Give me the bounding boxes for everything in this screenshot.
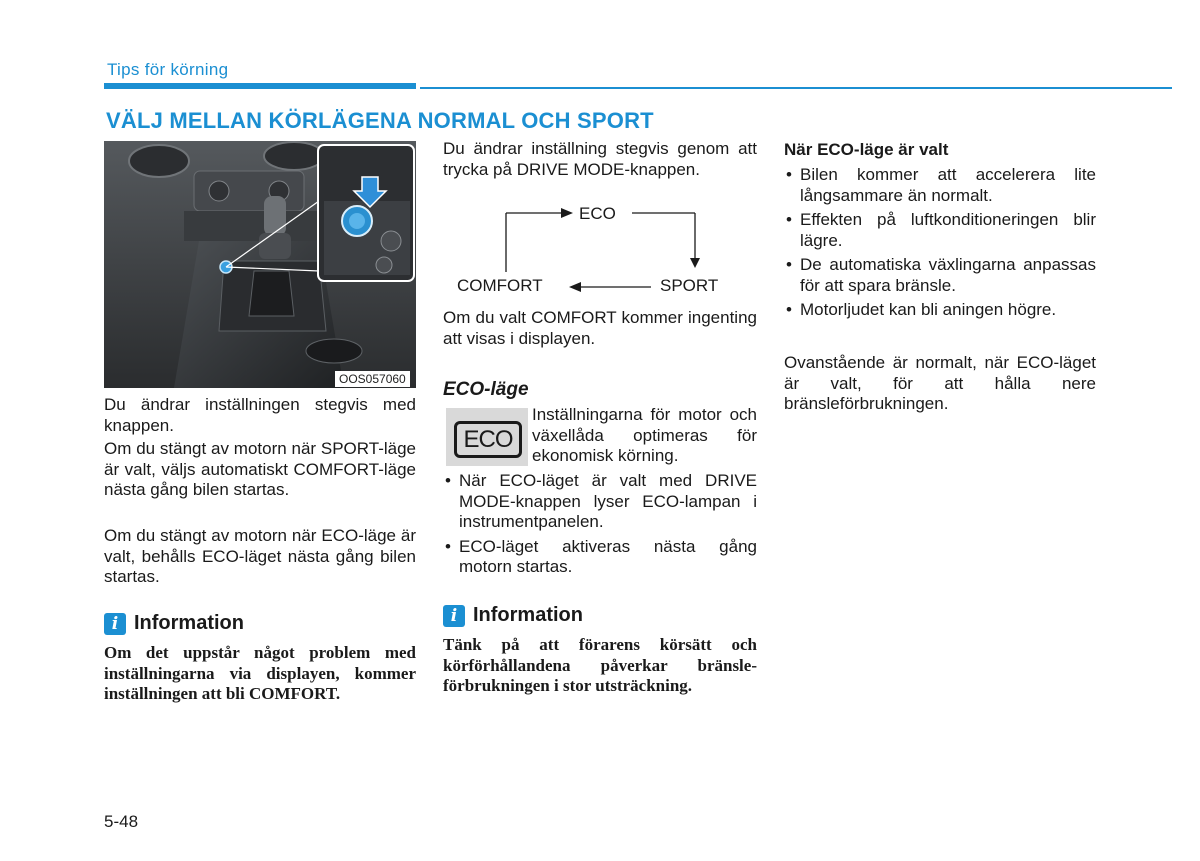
console-illustration (104, 141, 416, 388)
list-item: • ECO-läget aktiveras nästa gång motorn startas. (443, 537, 757, 578)
list-item: • När ECO-läget är valt med DRIVE MODE-knappen lyser ECO-lampan i instrumentpanelen. (443, 471, 757, 533)
page-number: 5-48 (104, 812, 139, 831)
eco-effects-list (784, 165, 1096, 325)
drive-mode-photo (104, 141, 416, 388)
mode-cycle-diagram (443, 202, 757, 302)
col2-after-diagram: Om du valt COMFORT kommer ingenting att visas i displayen. (443, 308, 757, 348)
list-item: • Effekten på luftkonditioneringen blir lägre. (784, 210, 1096, 251)
info-icon: i (443, 605, 465, 627)
col2-intro: Du ändrar inställning stegvis genom att trycka på DRIVE MODE-knappen. (443, 139, 757, 179)
diagram-label-sport: SPORT (660, 276, 719, 295)
diagram-label-eco: ECO (579, 204, 616, 223)
page-title: VÄLJ MELLAN KÖRLÄGENA NORMAL OCH SPORT (106, 108, 654, 133)
col1-paragraph-2: Om du stängt av motorn när SPORT-läge är valt, väljs automatiskt COMFORT-läge nästa gång bilen startas. (104, 439, 416, 499)
eco-mode-heading: ECO-läge (443, 379, 529, 400)
info-heading-2 (443, 604, 757, 627)
eco-selected-heading: När ECO-läge är valt (784, 140, 949, 159)
col3-closing: Ovanstående är normalt, när ECO-läget är valt, för att hålla nere bränsleförbrukningen. (784, 353, 1096, 413)
col1-paragraph-3: Om du stängt av motorn när ECO-läge är valt, behålls ECO-läget nästa gång bilen startas. (104, 526, 416, 586)
info-body-1: Om det uppstår något problem med inställningarna via displayen, kommer inställningen att bli COMFORT. (104, 643, 416, 703)
figure-code: OOS057060 (335, 371, 410, 387)
info-heading-1 (104, 612, 416, 635)
col1-paragraph-1: Du ändrar inställningen stegvis med knappen. (104, 395, 416, 435)
info-icon: i (104, 613, 126, 635)
eco-bullet-list (443, 471, 757, 582)
header-rule-thick (104, 83, 416, 89)
section-label: Tips för körning (107, 60, 229, 79)
eco-indicator-icon: ECO (454, 421, 522, 458)
list-item: • De automatiska växlingarna anpassas för att spara bränsle. (784, 255, 1096, 296)
eco-description: Inställningarna för motor och växellåda optimeras för ekonomisk körning. (532, 405, 757, 465)
info-heading-label: Information (473, 604, 583, 626)
info-body-2: Tänk på att förarens körsätt och körförhållandena påverkar bränsle-förbrukningen i stor utsträckning. (443, 635, 757, 695)
list-item: • Bilen kommer att accelerera lite långsammare än normalt. (784, 165, 1096, 206)
diagram-label-comfort: COMFORT (457, 276, 543, 295)
eco-indicator-badge (446, 408, 528, 466)
list-item: • Motorljudet kan bli aningen högre. (784, 300, 1096, 321)
header-rule-thin (420, 87, 1172, 89)
info-heading-label: Information (134, 612, 244, 634)
